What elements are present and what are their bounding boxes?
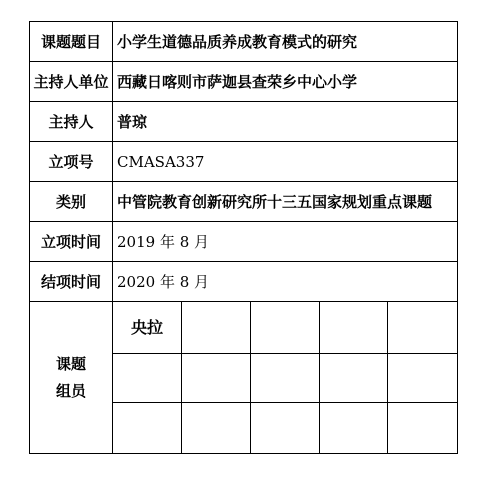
start-time-value: 2019 年 8 月: [113, 222, 458, 262]
host-unit-label: 主持人单位: [30, 62, 113, 102]
member-cell: [182, 354, 251, 403]
member-cell: [320, 403, 388, 454]
topic-value: 小学生道德品质养成教育模式的研究: [113, 22, 458, 62]
row-topic: [30, 22, 458, 62]
member-cell: [113, 403, 182, 454]
member-cell: [388, 354, 458, 403]
row-category: [30, 182, 458, 222]
members-label-line1: 课题: [55, 354, 86, 373]
row-end-time: [30, 262, 458, 302]
members-row-1: [30, 302, 458, 354]
host-value: 普琼: [113, 102, 458, 142]
member-cell: [113, 354, 182, 403]
member-cell: [251, 354, 320, 403]
row-host-unit: [30, 62, 458, 102]
member-cell: 央拉: [113, 302, 182, 354]
members-label-line2: 组员: [55, 381, 86, 400]
category-label: 类别: [30, 182, 113, 222]
member-cell: [320, 354, 388, 403]
member-cell: [388, 403, 458, 454]
members-label: [30, 302, 113, 454]
category-value: 中管院教育创新研究所十三五国家规划重点课题: [113, 182, 458, 222]
project-no-label: 立项号: [30, 142, 113, 182]
project-no-value: CMASA337: [113, 142, 458, 182]
row-start-time: [30, 222, 458, 262]
member-cell: [182, 403, 251, 454]
member-cell: [251, 403, 320, 454]
host-label: 主持人: [30, 102, 113, 142]
member-cell: [388, 302, 458, 354]
member-cell: [320, 302, 388, 354]
topic-label: 课题题目: [30, 22, 113, 62]
end-time-label: 结项时间: [30, 262, 113, 302]
member-cell: [251, 302, 320, 354]
project-info-table: [29, 21, 458, 454]
member-cell: [182, 302, 251, 354]
start-time-label: 立项时间: [30, 222, 113, 262]
end-time-value: 2020 年 8 月: [113, 262, 458, 302]
row-host: [30, 102, 458, 142]
host-unit-value: 西藏日喀则市萨迦县查荣乡中心小学: [113, 62, 458, 102]
row-project-no: [30, 142, 458, 182]
